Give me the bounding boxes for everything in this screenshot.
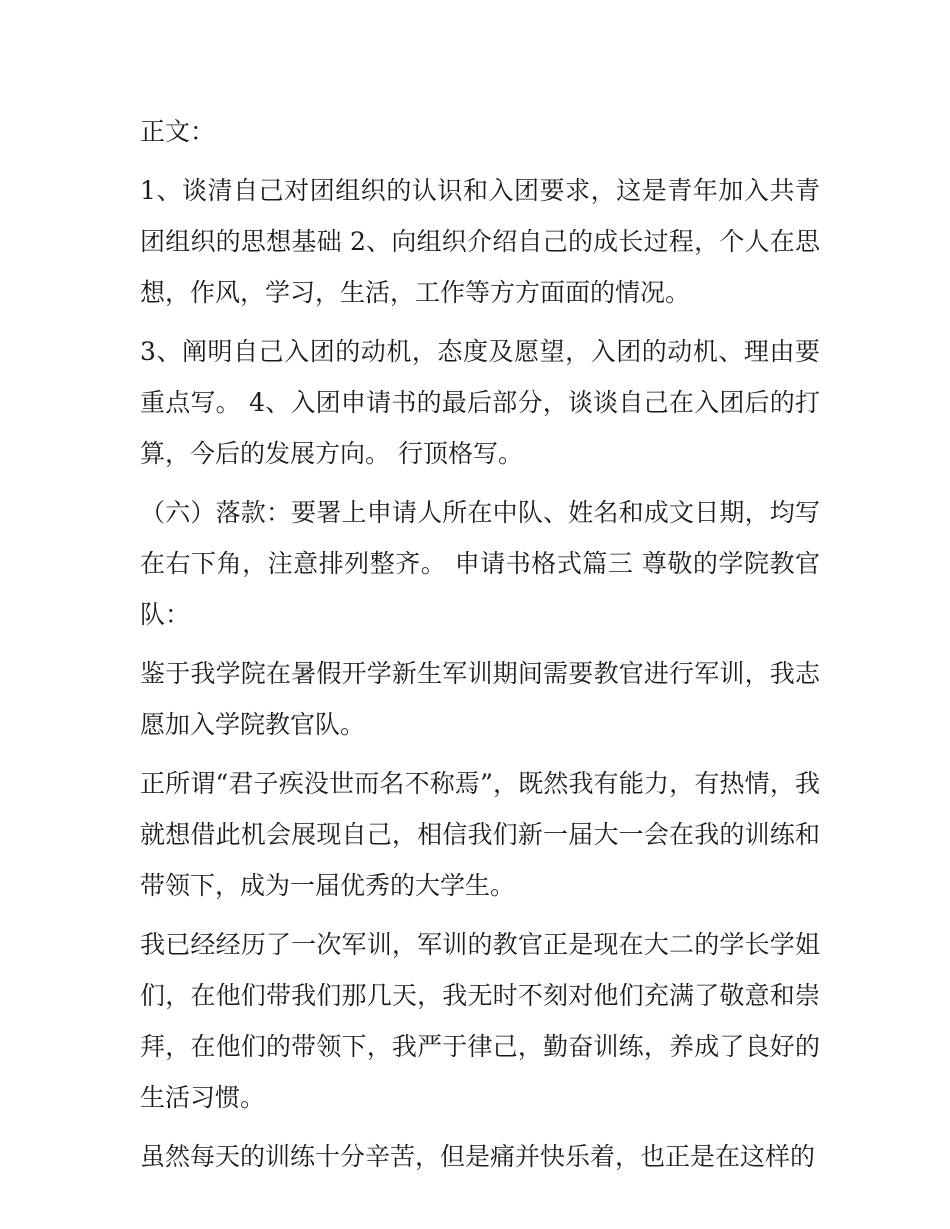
paragraph-continuation: 虽然每天的训练十分辛苦，但是痛并快乐着，也正是在这样的: [140, 1142, 816, 1171]
paragraph-heading: 正文：: [140, 117, 216, 146]
paragraph-motivation: 正所谓“君子疾没世而名不称焉”，既然我有能力，有热情，我就想借此机会展现自己，相信我们新一届大一会在我的训练和带领下，成为一届优秀的大学生。: [140, 769, 820, 900]
document-body: [140, 106, 820, 1190]
paragraph-application-intro: 鉴于我学院在暑假开学新生军训期间需要教官进行军训，我志愿加入学院教官队。: [140, 659, 820, 739]
paragraph-item-3-4: 3、阐明自己入团的动机，态度及愿望，入团的动机、理由要重点写。 4、入团申请书的最后部分，谈谈自己在入团后的打算，今后的发展方向。 行顶格写。: [140, 337, 820, 468]
paragraph-signature-section: （六）落款：要署上申请人所在中队、姓名和成文日期，均写在右下角，注意排列整齐。 申请书格式篇三 尊敬的学院教官队：: [140, 498, 820, 629]
paragraph-experience: 我已经经历了一次军训，军训的教官正是现在大二的学长学姐们，在他们带我们那几天，我无时不刻对他们充满了敬意和崇拜，在他们的带领下，我严于律己，勤奋训练，养成了良好的生活习惯。: [140, 930, 820, 1112]
paragraph-item-1-2: 1、谈清自己对团组织的认识和入团要求，这是青年加入共青团组织的思想基础 2、向组织介绍自己的成长过程，个人在思想，作风，学习，生活，工作等方方面面的情况。: [140, 176, 820, 307]
